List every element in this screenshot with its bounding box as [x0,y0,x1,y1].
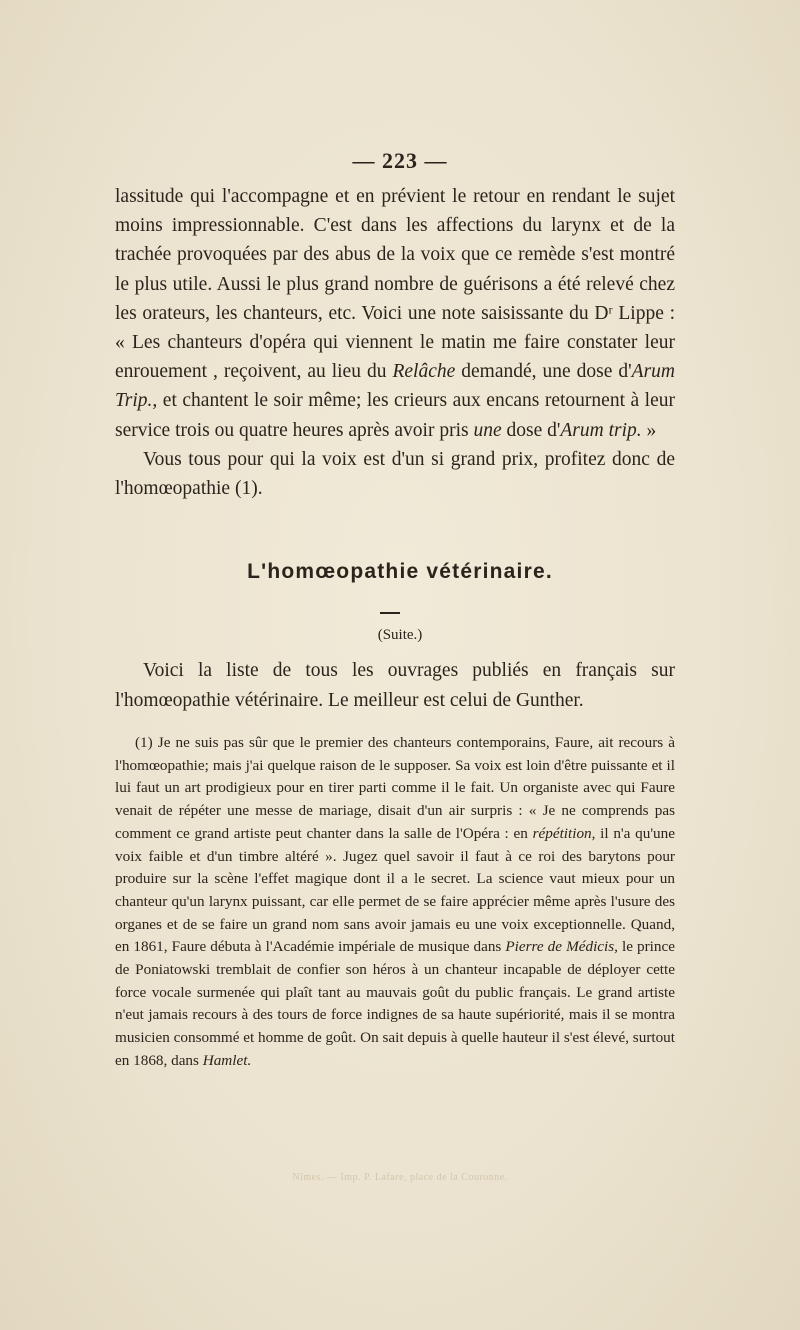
p1-text-e: » [641,419,657,441]
page-number: — 223 — [352,148,448,173]
footnote-text-b: il n'a qu'une voix faible et d'un timbre altéré ». Jugez quel savoir il faut à ce roi des barytons pour produire sur la scène l'effet magique dont il a le secret. La science vaut mieux pour un chanteur qu'un larynx puissant, car elle permet de se faire apprécier même après l'usure des organes et de se faire un grand nom sans avoir jamais eu une voix exceptionnelle. Quand, en 1861, Faure débuta à l'Académie impériale de musique dans [115,824,675,956]
footnote [115,732,675,1073]
footnote-text-a: (1) Je ne suis pas sûr que le premier des chanteurs contemporains, Faure, ait recours à l'homœopathie; mais j'ai quelque raison de le supposer. Sa voix est loin d'être puissante et il lui faut un art prodigieux pour en tirer parti comme il le fait. Un organiste avec qui Faure venait de répéter une messe de mariage, disait d'un air surpris : « Je ne comprends pas comment ce grand artiste peut chanter dans la salle de l'Opéra : en [115,734,675,842]
p1-text-a: lassitude qui l'accompagne et en prévient le retour en rendant le sujet moins impressionnable. C'est dans les affections du larynx et de la trachée provoquées par des abus de la voix que ce remède s'est montré le plus utile. Aussi le plus grand nombre de guérisons a été relevé chez les orateurs, les chanteurs, etc. Voici une note saisissante du Dʳ Lippe : « Les chanteurs d'opéra qui viennent le matin me faire constater leur enrouement , reçoivent, au lieu du [115,186,675,383]
footnote-italic-pierre-de-medicis: Pierre de Médicis, [505,938,618,956]
footnote-paragraph [115,732,675,1073]
main-text [115,182,675,503]
footnote-text-c: le prince de Poniatowski tremblait de confier son héros à un chanteur incapable de déployer cette force vocale surmenée qui plaît tant au mauvais goût du public français. Le grand artiste n'eut jamais recours à des tours de force indignes de sa haute supériorité, mais il se montra musicien consommé et homme de goût. On sait depuis à quelle hauteur il s'est élevé, surtout en 1868, dans [115,938,675,1069]
paragraph-1 [115,182,675,445]
footnote-italic-hamlet: Hamlet. [202,1051,252,1069]
p1-text-b: demandé, une dose d' [455,361,632,383]
paragraph-2: Vous tous pour qui la voix est d'un si grand prix, profitez donc de l'homœopathie (1). [115,448,675,500]
section-suite-label: (Suite.) [377,627,423,643]
p1-text-c: et chantent le soir même; les crieurs aux encans retournent à leur service trois ou quatre heures après avoir pris [115,390,675,441]
p1-italic-relache: Relâche [392,361,456,383]
p1-italic-arum-1: Arum Trip., [115,361,676,412]
section-intro [115,656,675,716]
p1-italic-une: une [473,419,502,441]
footnote-italic-repetition: répétition, [532,824,596,842]
section-title: L'homœopathie vétérinaire. [247,560,553,583]
printer-imprint: Nîmes. — Imp. P. Lafare, place de la Couronne. [292,1172,508,1183]
p1-italic-arum-2: Arum trip. [560,419,642,441]
section-divider [380,612,400,614]
p1-text-d: dose d' [501,419,561,441]
intro-paragraph: Voici la liste de tous les ouvrages publiés en français sur l'homœopathie vétérinaire. Le meilleur est celui de Gunther. [115,660,675,711]
